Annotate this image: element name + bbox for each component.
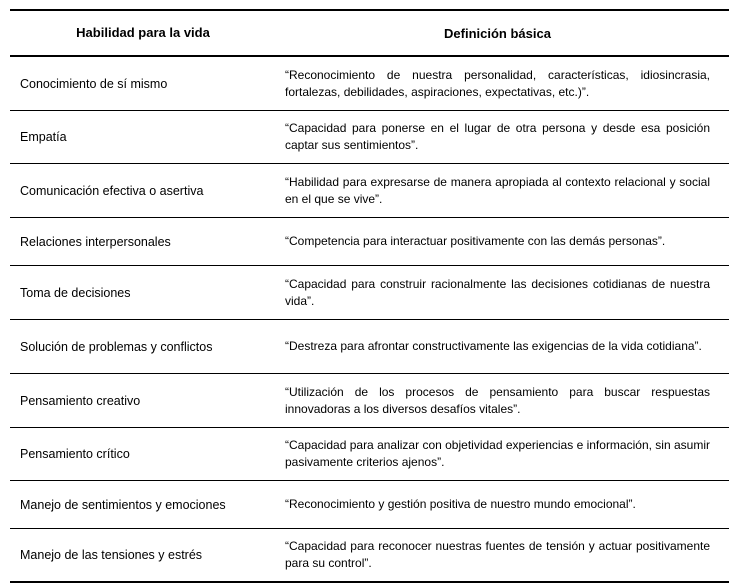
definition-cell: “Reconocimiento y gestión positiva de nuestro mundo emocional”.	[285, 497, 636, 511]
skill-cell: Conocimiento de sí mismo	[20, 76, 168, 91]
skill-cell: Relaciones interpersonales	[20, 234, 171, 249]
definition-cell: “Capacidad para construir racionalmente las decisiones cotidianas de nuestra vida”.	[285, 276, 710, 308]
definition-cell: “Destreza para afrontar constructivamente las exigencias de la vida cotidiana”.	[285, 339, 702, 353]
table-row	[10, 374, 729, 428]
definition-cell: “Capacidad para analizar con objetividad experiencias e información, sin asumir pasivamente criterios ajenos”.	[285, 438, 710, 469]
skill-cell: Manejo de las tensiones y estrés	[20, 548, 203, 562]
definition-cell: “Habilidad para expresarse de manera apropiada al contexto relacional y social en el que se vive”.	[285, 174, 710, 206]
table-row	[10, 266, 729, 320]
definition-cell: “Utilización de los procesos de pensamiento para buscar respuestas innovadoras a los diversos desafíos vitales”.	[285, 384, 710, 416]
table-header-row	[10, 11, 729, 57]
definition-cell: “Reconocimiento de nuestra personalidad, características, idiosincrasia, fortalezas, debilidades, aspiraciones, expectativas, etc.)”.	[285, 67, 710, 99]
definition-cell: “Capacidad para ponerse en el lugar de otra persona y desde esa posición captar sus sentimientos”.	[285, 121, 710, 152]
table-row	[10, 111, 729, 164]
skill-cell: Toma de decisiones	[20, 285, 131, 300]
skill-cell: Pensamiento crítico	[20, 447, 130, 461]
skill-cell: Pensamiento creativo	[20, 393, 141, 408]
table-row	[10, 164, 729, 218]
definition-cell: “Capacidad para reconocer nuestras fuentes de tensión y actuar positivamente para su control”.	[285, 539, 710, 570]
table-row	[10, 428, 729, 481]
skill-cell: Empatía	[20, 130, 67, 144]
table-row	[10, 529, 729, 583]
skill-cell: Manejo de sentimientos y emociones	[20, 497, 226, 512]
skill-cell: Solución de problemas y conflictos	[20, 339, 213, 354]
column-header-definition: Definición básica	[444, 25, 551, 41]
skill-cell: Comunicación efectiva o asertiva	[20, 183, 204, 198]
table-row	[10, 218, 729, 266]
table-row	[10, 57, 729, 111]
definition-cell: “Competencia para interactuar positivamente con las demás personas”.	[285, 234, 666, 248]
table-row	[10, 320, 729, 374]
column-header-skill: Habilidad para la vida	[76, 25, 210, 40]
table-row	[10, 481, 729, 529]
life-skills-table	[10, 9, 729, 583]
